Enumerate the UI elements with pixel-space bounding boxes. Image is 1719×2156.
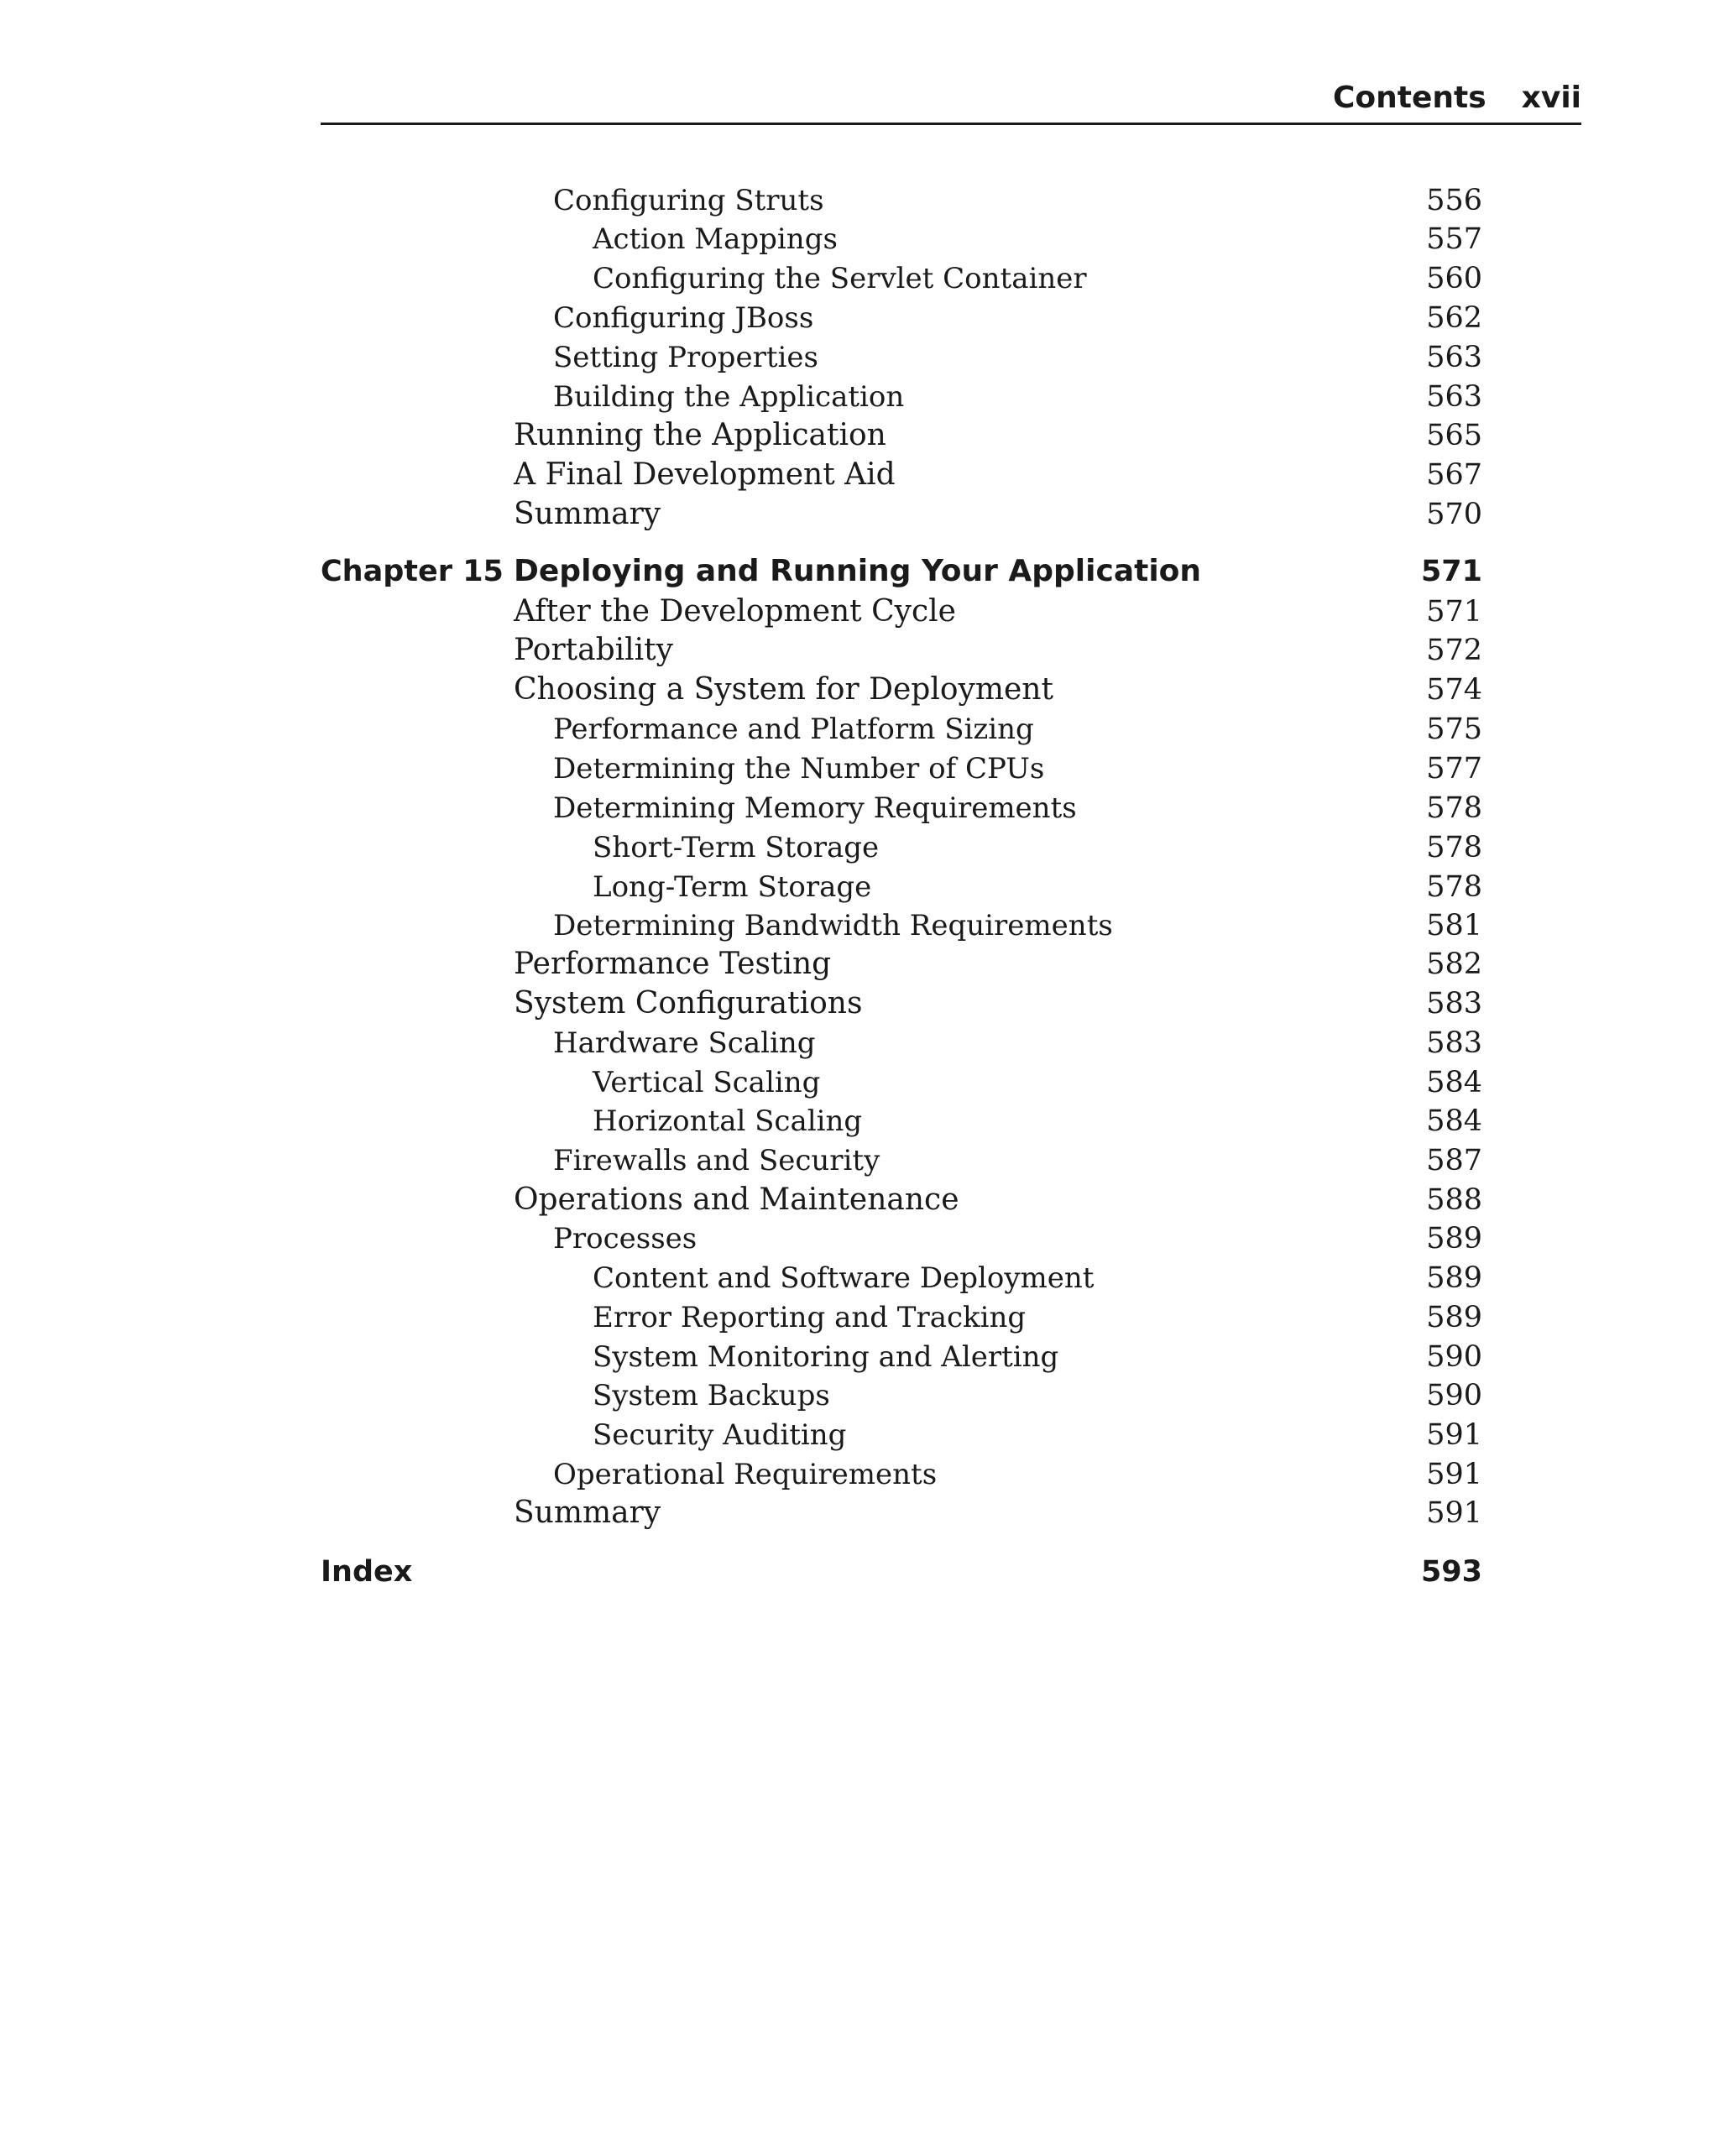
toc-entry-page-number: 571 [1420, 555, 1482, 588]
toc-entry-page-number: 583 [1426, 987, 1482, 1021]
toc-entry-page-number: 565 [1426, 419, 1482, 452]
toc-entry-title: Operations and Maintenance [514, 1182, 959, 1217]
toc-entry-page-number: 593 [1420, 1555, 1482, 1589]
toc-entry-page-number: 589 [1426, 1222, 1482, 1255]
toc-entry [0, 868, 1719, 906]
toc-entry [0, 789, 1719, 827]
toc-entry-title: Configuring Struts [553, 184, 824, 217]
toc-entry-title: Setting Properties [553, 341, 818, 374]
toc-entry [0, 1416, 1719, 1454]
toc-entry [0, 671, 1719, 709]
toc-entry-title: Determining Memory Requirements [553, 791, 1077, 825]
toc-entry-title: Configuring JBoss [553, 301, 814, 335]
toc-entry-page-number: 563 [1426, 380, 1482, 414]
toc-entry-title: Determining the Number of CPUs [553, 752, 1045, 786]
toc-entry-title: Hardware Scaling [553, 1026, 816, 1060]
toc-index-entry [0, 1553, 1719, 1591]
toc-entry-page-number: 581 [1426, 909, 1482, 942]
toc-entry [0, 1063, 1719, 1102]
toc-entry-page-number: 578 [1426, 870, 1482, 904]
toc-entry-title: Long-Term Storage [593, 870, 872, 904]
toc-entry [0, 984, 1719, 1023]
toc-entry-page-number: 582 [1426, 947, 1482, 981]
toc-entry-page-number: 591 [1426, 1496, 1482, 1530]
toc-entry-page-number: 591 [1426, 1458, 1482, 1491]
toc-entry-page-number: 572 [1426, 634, 1482, 667]
toc-entry-page-number: 578 [1426, 791, 1482, 825]
toc-entry [0, 259, 1719, 298]
toc-entry-title: Portability [514, 633, 673, 667]
toc-entry [0, 181, 1719, 220]
toc-entry-page-number: 587 [1426, 1144, 1482, 1177]
toc-entry-title: A Final Development Aid [514, 457, 896, 492]
toc-entry-page-number: 583 [1426, 1026, 1482, 1060]
toc-entry-title: System Monitoring and Alerting [593, 1340, 1059, 1374]
toc-entry-page-number: 584 [1426, 1104, 1482, 1138]
toc-entry-title: Performance and Platform Sizing [553, 713, 1034, 746]
toc-entry-title: Firewalls and Security [553, 1144, 880, 1177]
toc-entry [0, 906, 1719, 945]
toc-entry [0, 631, 1719, 670]
toc-entry [0, 593, 1719, 631]
toc-entry-title: After the Development Cycle [514, 594, 956, 629]
toc-entry-title: Horizontal Scaling [593, 1104, 863, 1138]
page-folio: xvii [1521, 81, 1581, 115]
toc-entry [0, 220, 1719, 258]
toc-entry [0, 1181, 1719, 1219]
toc-entry [0, 1024, 1719, 1062]
toc-entry-page-number: 591 [1426, 1418, 1482, 1452]
toc-entry [0, 1259, 1719, 1297]
toc-entry-title: Running the Application [514, 418, 886, 452]
toc-entry-title: Determining Bandwidth Requirements [553, 909, 1113, 942]
toc-entry-page-number: 589 [1426, 1301, 1482, 1334]
toc-entry [0, 378, 1719, 416]
toc-entry [0, 456, 1719, 494]
toc-entry [0, 495, 1719, 534]
toc-chapter-number: Chapter 15 [321, 555, 504, 588]
toc-entry-title: Error Reporting and Tracking [593, 1301, 1027, 1334]
toc-entry-title: Performance Testing [514, 947, 832, 981]
toc-entry-page-number: 575 [1426, 713, 1482, 746]
toc-entry-page-number: 574 [1426, 673, 1482, 707]
toc-entry-title: Building the Application [553, 380, 905, 414]
toc-entry-page-number: 577 [1426, 752, 1482, 786]
toc-entry [0, 299, 1719, 337]
toc-entry-title: Vertical Scaling [593, 1066, 821, 1099]
toc-entry-page-number: 571 [1426, 595, 1482, 629]
toc-entry-page-number: 560 [1426, 262, 1482, 295]
toc-entry-page-number: 588 [1426, 1183, 1482, 1217]
toc-entry-title: Processes [553, 1222, 698, 1255]
toc-entry [0, 1338, 1719, 1376]
toc-chapter-entry [0, 552, 1719, 591]
toc-entry [0, 1494, 1719, 1532]
toc-entry [0, 1141, 1719, 1180]
toc-entry [0, 749, 1719, 788]
toc-entry-page-number: 562 [1426, 301, 1482, 335]
toc-entry [0, 945, 1719, 984]
toc-entry-page-number: 567 [1426, 458, 1482, 492]
toc-entry-title: Choosing a System for Deployment [514, 672, 1053, 707]
toc-entry [0, 710, 1719, 749]
toc-entry [0, 1102, 1719, 1141]
toc-entry [0, 1298, 1719, 1337]
toc-entry [0, 828, 1719, 867]
toc-entry-title: Configuring the Servlet Container [593, 262, 1087, 295]
toc-entry-title: Deploying and Running Your Application [514, 554, 1202, 588]
toc-entry-title: Operational Requirements [553, 1458, 938, 1491]
toc-entry-page-number: 584 [1426, 1066, 1482, 1099]
toc-entry-title: System Backups [593, 1379, 830, 1412]
toc-entry-page-number: 557 [1426, 222, 1482, 256]
toc-entry-page-number: 563 [1426, 341, 1482, 374]
toc-entry-title: Summary [514, 1496, 661, 1530]
toc-entry-title: Security Auditing [593, 1418, 847, 1452]
toc-entry [0, 1219, 1719, 1258]
toc-entry-page-number: 570 [1426, 498, 1482, 531]
toc-entry [0, 416, 1719, 455]
toc-entry-title: Short-Term Storage [593, 831, 880, 864]
toc-entry-title: Summary [514, 497, 661, 531]
toc-entry-page-number: 556 [1426, 184, 1482, 217]
toc-entry-page-number: 590 [1426, 1379, 1482, 1412]
toc-entry-title: Action Mappings [593, 222, 838, 256]
toc-entry-title: Content and Software Deployment [593, 1261, 1095, 1295]
header-rule [321, 123, 1581, 125]
toc-entry-page-number: 589 [1426, 1261, 1482, 1295]
toc-entry [0, 1376, 1719, 1415]
toc-entry [0, 1455, 1719, 1494]
toc-entry-title: System Configurations [514, 986, 863, 1021]
toc-entry-title: Index [321, 1555, 413, 1589]
toc-entry-page-number: 590 [1426, 1340, 1482, 1374]
running-head [321, 81, 1581, 123]
toc-entry [0, 338, 1719, 377]
toc-entry-page-number: 578 [1426, 831, 1482, 864]
running-head-section: Contents [1332, 81, 1486, 115]
